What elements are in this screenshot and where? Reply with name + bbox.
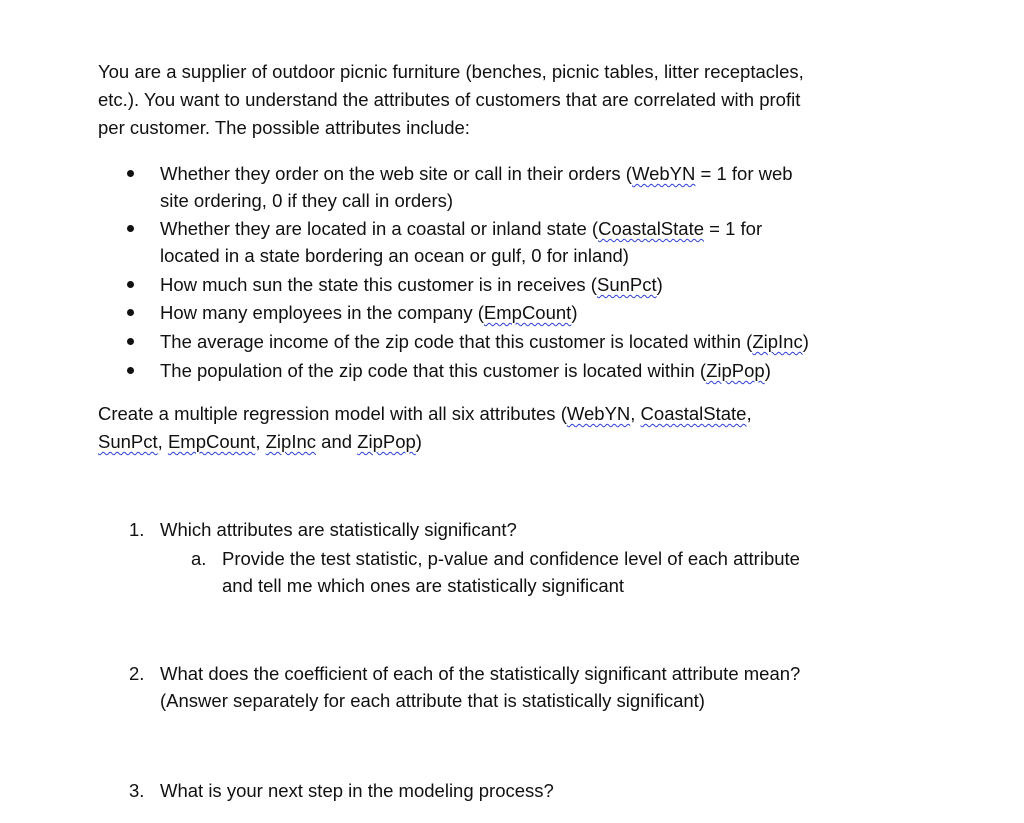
bullet-sunpct — [160, 274, 663, 296]
question-2-line-1: What does the coefficient of each of the statistically significant attribute mean? — [160, 663, 801, 684]
variable-name: CoastalState — [598, 218, 705, 239]
bullet-text: ) — [571, 302, 578, 323]
variable-name: EmpCount — [167, 431, 256, 452]
create-text: Create a multiple regression model with all six attributes ( — [98, 403, 567, 424]
question-3-number: 3. — [129, 780, 145, 801]
bullet-text: ) — [656, 274, 663, 295]
intro-line-3: per customer. The possible attributes include: — [98, 117, 470, 138]
variable-name: ZipInc — [752, 331, 803, 352]
bullet-webyn-line-2: site ordering, 0 if they call in orders) — [160, 190, 454, 211]
question-2-line-2: (Answer separately for each attribute that is statistically significant) — [160, 690, 705, 711]
bullet-webyn-line-1 — [160, 163, 793, 185]
create-line-1 — [98, 403, 752, 425]
question-1a-number: a. — [191, 548, 207, 569]
question-3-text: What is your next step in the modeling process? — [160, 780, 554, 801]
create-line-2 — [98, 431, 422, 453]
bullet-dot — [127, 309, 134, 316]
bullet-coastal-line-2: located in a state bordering an ocean or gulf, 0 for inland) — [160, 245, 629, 266]
intro-line-2: etc.). You want to understand the attributes of customers that are correlated with profit — [98, 89, 801, 110]
bullet-text: ) — [764, 360, 771, 381]
bullet-text: The average income of the zip code that this customer is located within ( — [160, 331, 753, 352]
variable-name: ZipInc — [265, 431, 317, 452]
bullet-empcount — [160, 302, 577, 324]
variable-name: SunPct — [98, 431, 158, 452]
variable-name: WebYN — [631, 163, 696, 184]
create-text: and — [316, 431, 358, 452]
bullet-text: Whether they are located in a coastal or inland state ( — [160, 218, 599, 239]
create-text: ) — [415, 431, 422, 452]
variable-name: EmpCount — [483, 302, 572, 323]
create-text: , — [255, 431, 266, 452]
bullet-text: Whether they order on the web site or call in their orders ( — [160, 163, 632, 184]
bullet-dot — [127, 225, 134, 232]
variable-name: CoastalState — [640, 403, 747, 424]
create-text: , — [630, 403, 641, 424]
create-text: , — [157, 431, 168, 452]
bullet-dot — [127, 367, 134, 374]
bullet-dot — [127, 170, 134, 177]
variable-name: ZipPop — [357, 431, 416, 452]
variable-name: WebYN — [566, 403, 631, 424]
create-text: , — [746, 403, 752, 424]
question-1a-line-1: Provide the test statistic, p-value and confidence level of each attribute — [222, 548, 800, 569]
question-1-number: 1. — [129, 519, 145, 540]
intro-line-1: You are a supplier of outdoor picnic furniture (benches, picnic tables, litter receptacles, — [98, 61, 804, 82]
variable-name: ZipPop — [706, 360, 765, 381]
bullet-zipinc — [160, 331, 809, 353]
bullet-text: = 1 for — [704, 218, 763, 239]
question-1a-line-2: and tell me which ones are statistically significant — [222, 575, 625, 596]
bullet-coastal-line-1 — [160, 218, 762, 240]
bullet-text: = 1 for web — [695, 163, 793, 184]
bullet-text: The population of the zip code that this customer is located within ( — [160, 360, 707, 381]
question-2-number: 2. — [129, 663, 145, 684]
variable-name: SunPct — [596, 274, 657, 295]
bullet-zippop — [160, 360, 771, 382]
bullet-dot — [127, 281, 134, 288]
bullet-text: How much sun the state this customer is in receives ( — [160, 274, 597, 295]
question-1-text: Which attributes are statistically significant? — [160, 519, 517, 540]
bullet-text: How many employees in the company ( — [160, 302, 484, 323]
bullet-dot — [127, 338, 134, 345]
bullet-text: ) — [802, 331, 809, 352]
